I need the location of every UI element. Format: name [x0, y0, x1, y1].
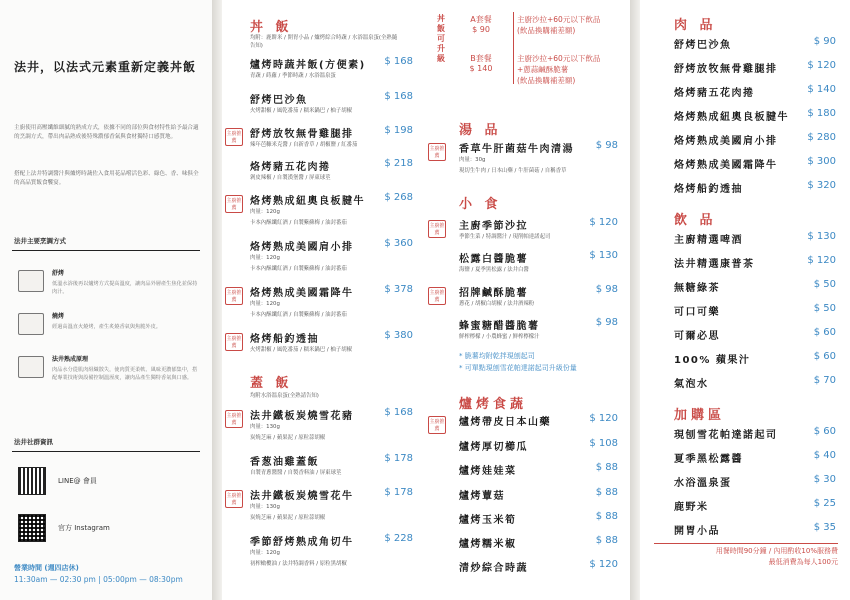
- item-price: $ 120: [589, 559, 618, 570]
- meat-section-title: 肉 品: [674, 18, 717, 33]
- menu-item: [425, 535, 630, 557]
- snack-note: * 可單點現刨雪花帕達諾起司升級份量: [459, 364, 577, 372]
- item-name: 開胃小品: [674, 526, 720, 537]
- menu-item: [674, 132, 836, 152]
- menu-item: [674, 375, 836, 395]
- item-price: $ 140: [807, 84, 836, 95]
- item-name: 舒烤巴沙魚: [674, 40, 732, 51]
- item-name: 烙烤船釣透抽: [250, 334, 319, 345]
- set-desc-line: (飲品換購補差額): [517, 26, 576, 35]
- right-panel: [640, 0, 850, 600]
- divider: [12, 250, 200, 251]
- menu-item: [425, 487, 630, 509]
- menu-item: [674, 279, 836, 299]
- item-price: $ 88: [595, 462, 618, 473]
- menu-item: [674, 426, 836, 446]
- item-desc: 青蔬 / 蒔蘿 / 季節時蔬 / 水浴溫泉蛋: [250, 73, 336, 79]
- menu-item: [222, 91, 425, 127]
- drink-section-title: 飲 品: [674, 213, 717, 228]
- set-desc-line: 主廚沙拉+60元以下飲品: [517, 15, 601, 24]
- item-price: $ 300: [807, 156, 836, 167]
- snack-section-title: 小 食: [459, 197, 502, 212]
- item-price: $ 178: [384, 453, 413, 464]
- menu-item: [425, 217, 630, 253]
- item-desc: 卡本內酥纖紅酒 / 自製紫蘇梅 / 油封番茄: [250, 266, 347, 272]
- item-name: 主廚季節沙拉: [459, 221, 528, 232]
- item-price: $ 50: [813, 279, 836, 290]
- item-price: $ 50: [813, 303, 836, 314]
- item-price: $ 180: [807, 108, 836, 119]
- item-price: $ 360: [384, 238, 413, 249]
- chef-recommend-badge: 主廚推薦: [428, 220, 446, 238]
- item-price: $ 98: [595, 317, 618, 328]
- menu-item: [674, 351, 836, 371]
- menu-item: [425, 511, 630, 533]
- item-name: 烙烤熟成美國霜降牛: [674, 160, 778, 171]
- item-price: $ 30: [813, 474, 836, 485]
- item-name: 烙烤豬五花肉捲: [674, 88, 755, 99]
- menu-item: [674, 231, 836, 251]
- item-price: $ 88: [595, 487, 618, 498]
- chef-recommend-badge: 主廚推薦: [428, 287, 446, 305]
- item-price: $ 60: [813, 351, 836, 362]
- item-name: 清炒綜合時蔬: [459, 563, 528, 574]
- item-name: 爐烤玉米筍: [459, 515, 517, 526]
- menu-item: [222, 125, 425, 161]
- cook-method-title: 舒烤: [52, 270, 65, 277]
- item-price: $ 168: [384, 407, 413, 418]
- item-price: $ 88: [595, 511, 618, 522]
- addon-section-title: 加購區: [674, 408, 726, 423]
- item-desc: 肉量：120g: [250, 550, 280, 556]
- item-name: 舒烤放牧無骨雞腿排: [674, 64, 778, 75]
- item-name: 鹿野米: [674, 502, 709, 513]
- line-qr-code[interactable]: [18, 467, 46, 495]
- item-desc: 肉量：120g: [250, 301, 280, 307]
- set-name: B套餐: [470, 54, 492, 63]
- cook-method-title: 燒烤: [52, 313, 65, 320]
- item-name: 法井鐵板炭燒雪花牛: [250, 491, 354, 502]
- menu-item: [674, 450, 836, 470]
- divider: [513, 12, 514, 84]
- item-price: $ 268: [384, 192, 413, 203]
- menu-item: [674, 327, 836, 347]
- divider: [12, 451, 200, 452]
- item-name: 氣泡水: [674, 379, 709, 390]
- instagram-qr-code[interactable]: [18, 514, 46, 542]
- set-desc-line: 主廚沙拉+60元以下飲品: [517, 54, 601, 63]
- item-name: 季節舒烤熟成角切牛: [250, 537, 354, 548]
- item-name: 爐烤時蔬丼飯(方便素): [250, 60, 366, 71]
- item-desc: 鮮榨檸檬 / 小農蜂蜜 / 鮮榨檸檬汁: [459, 334, 540, 340]
- chef-recommend-badge: 主廚推薦: [225, 333, 243, 351]
- sous-vide-icon: [18, 270, 44, 292]
- item-name: 烙烤熟成紐奧良板腱牛: [674, 112, 789, 123]
- item-price: $ 70: [813, 375, 836, 386]
- dining-policy-note: [654, 543, 838, 568]
- policy-line: 用餐時間90分鐘 / 內用酌收10%服務費: [715, 547, 838, 555]
- item-name: 100% 蘋果汁: [674, 355, 751, 366]
- item-price: $ 90: [813, 36, 836, 47]
- menu-item: [674, 36, 836, 56]
- item-price: $ 320: [807, 180, 836, 191]
- item-desc: 海鹽 / 夏季黑松露 / 法井白醬: [459, 267, 529, 273]
- item-desc: 火烤甜椒 / 風乾番茄 / 糯米鍋巴 / 柚子胡椒: [250, 347, 352, 353]
- set-upgrade-label: 丼飯可升級: [437, 14, 445, 63]
- item-price: $ 40: [813, 450, 836, 461]
- item-price: $ 35: [813, 522, 836, 533]
- menu-item: [222, 238, 425, 280]
- item-name: 法井精選康普茶: [674, 259, 755, 270]
- don-section-title: 丼 飯: [250, 20, 293, 35]
- chef-recommend-badge: 主廚推薦: [225, 410, 243, 428]
- set-price: $ 140: [469, 64, 493, 73]
- item-name: 烙烤船釣透抽: [674, 184, 743, 195]
- item-desc: 肉量：130g: [250, 424, 280, 430]
- item-desc: 自製青蔥醬醬 / 自製香料油 / 屏東球莖: [250, 470, 342, 476]
- item-name: 爐烤娃娃菜: [459, 466, 517, 477]
- item-desc: 卡本內酥纖紅酒 / 自製紫蘇梅 / 油封番茄: [250, 312, 347, 318]
- set-desc: [517, 53, 600, 86]
- item-name: 舒烤巴沙魚: [250, 95, 308, 106]
- item-desc: 初榨橄欖油 / 法井特調香料 / 原粒黑胡椒: [250, 561, 347, 567]
- item-name: 爐烤糯米椒: [459, 539, 517, 550]
- item-name: 爐烤厚切櫛瓜: [459, 442, 528, 453]
- gai-section-subtitle: 均附水浴溫泉蛋(全熟請告知): [250, 393, 319, 399]
- set-desc-line: +蔥蒜鹹酥脆薯: [517, 65, 569, 74]
- set-desc: [517, 14, 600, 36]
- item-price: $ 98: [595, 284, 618, 295]
- don-section-subtitle: 均附：鹿餅米 / 開胃小品 / 爐烤綜合時蔬 / 水浴溫泉蛋(全熟隨告知): [250, 35, 398, 49]
- item-price: $ 88: [595, 535, 618, 546]
- item-name: 夏季黑松露醬: [674, 454, 743, 465]
- set-a: [454, 14, 508, 34]
- menu-item: [222, 192, 425, 234]
- item-name: 法井鐵板炭燒雪花豬: [250, 411, 354, 422]
- menu-item: [222, 487, 425, 529]
- soup-section-title: 湯 品: [459, 123, 502, 138]
- item-name: 香葱油雞蓋飯: [250, 457, 319, 468]
- set-desc-line: (飲品換購補差額): [517, 76, 576, 85]
- snack-note: * 脆薯均附乾拌現刨起司: [459, 352, 535, 360]
- item-desc: 辣年芭糠米克醬 / 自新香草 / 胡椒鹽 / 紅番茄: [250, 142, 358, 148]
- item-desc: 剝皮辣椒 / 自製漢堡醬 / 屏東球莖: [250, 175, 331, 181]
- item-price: $ 98: [595, 140, 618, 151]
- item-price: $ 178: [384, 487, 413, 498]
- cook-method-desc: 肉品水分從肌肉組織散失，使肉質更柔軟、風味更濃郁集中，搭配專業技術與設備控制溫溼度，讓肉品產生獨特香氣與口感。: [52, 367, 198, 381]
- menu-item: [674, 180, 836, 200]
- item-price: $ 130: [807, 231, 836, 242]
- item-name: 烙烤熟成美國肩小排: [674, 136, 778, 147]
- item-desc: 現切生牛肉 / 日本山藥 / 牛肝菌菇 / 自稱香草: [459, 168, 567, 174]
- menu-item: [674, 108, 836, 128]
- item-name: 烙烤熟成美國霜降牛: [250, 288, 354, 299]
- menu-item: [222, 453, 425, 489]
- item-name: 松露白醬脆薯: [459, 254, 528, 265]
- item-price: $ 120: [807, 60, 836, 71]
- menu-item: [674, 303, 836, 323]
- menu-item: [425, 284, 630, 320]
- grill-icon: [18, 313, 44, 335]
- item-price: $ 280: [807, 132, 836, 143]
- chef-recommend-badge: 主廚推薦: [225, 490, 243, 508]
- item-name: 招牌鹹酥脆薯: [459, 288, 528, 299]
- menu-item: [674, 156, 836, 176]
- menu-item: [674, 84, 836, 104]
- brand-title: 法井，以法式元素重新定義丼飯: [14, 60, 197, 74]
- middle-panel: [222, 0, 425, 600]
- item-name: 爐烤蕈菇: [459, 491, 505, 502]
- menu-item: [222, 284, 425, 326]
- menu-item: [674, 255, 836, 275]
- item-desc: 肉量：120g: [250, 209, 280, 215]
- menu-item: [222, 533, 425, 575]
- menu-item: [425, 140, 630, 182]
- set-name: A套餐: [470, 15, 492, 24]
- item-price: $ 108: [589, 438, 618, 449]
- item-price: $ 378: [384, 284, 413, 295]
- menu-item: [222, 330, 425, 366]
- menu-item: [425, 559, 630, 581]
- item-price: $ 60: [813, 327, 836, 338]
- item-name: 主廚精選啤酒: [674, 235, 743, 246]
- item-desc: 肉量：120g: [250, 255, 280, 261]
- menu-item: [425, 250, 630, 286]
- item-desc: 蔥花 / 胡椒白胡椒 / 法井酒辣粉: [459, 301, 535, 307]
- item-name: 舒烤放牧無骨雞腿排: [250, 129, 354, 140]
- item-desc: 火烤甜椒 / 風乾番茄 / 糯米鍋巴 / 柚子胡椒: [250, 108, 352, 114]
- item-name: 水浴溫泉蛋: [674, 478, 732, 489]
- item-price: $ 228: [384, 533, 413, 544]
- menu-item: [674, 474, 836, 494]
- item-name: 爐烤帶皮日本山藥: [459, 417, 551, 428]
- item-price: $ 130: [589, 250, 618, 261]
- menu-item: [674, 522, 836, 542]
- menu-item: [222, 158, 425, 194]
- intro-paragraph: 主廚使用高壓纖維細膩的熟成方式，依據不同的部位與食材特性給予最合適的烹調方式，帶出肉品熟成後特殊濃郁香氣與食材獨特口感質地。: [14, 125, 199, 140]
- item-price: $ 120: [589, 217, 618, 228]
- menu-item: [425, 462, 630, 484]
- item-price: $ 380: [384, 330, 413, 341]
- chef-recommend-badge: 主廚推薦: [428, 143, 446, 161]
- cook-method-desc: 低溫水浴後再以爐烤方式提高溫度，讓肉品外層產生焦化並保持肉汁。: [52, 281, 198, 295]
- policy-line: 最低消費為每人100元: [768, 558, 838, 566]
- chef-recommend-badge: 主廚推薦: [225, 287, 243, 305]
- item-desc: 季節生菜 / 特調醬汁 / 現削帕達諾起司: [459, 234, 551, 240]
- menu-item: [674, 60, 836, 80]
- item-price: $ 168: [384, 56, 413, 67]
- item-name: 蜂蜜糖醋醬脆薯: [459, 321, 540, 332]
- item-desc: 肉量：30g: [459, 157, 486, 163]
- menu-item: [222, 56, 425, 92]
- fold-shadow: [630, 0, 640, 600]
- chef-recommend-badge: 主廚推薦: [225, 195, 243, 213]
- hours-value: 11:30am — 02:30 pm | 05:00pm — 08:30pm: [14, 575, 183, 584]
- cook-methods-heading: 法井主要烹調方式: [14, 237, 66, 245]
- menu-item: [425, 317, 630, 353]
- item-name: 烙烤豬五花肉捲: [250, 162, 331, 173]
- item-price: $ 120: [589, 413, 618, 424]
- social-heading: 法井社群資訊: [14, 438, 53, 446]
- item-price: $ 25: [813, 498, 836, 509]
- item-desc: 肉量：130g: [250, 504, 280, 510]
- menu-item: [425, 413, 630, 435]
- item-price: $ 60: [813, 426, 836, 437]
- intro-paragraph-2: 搭配上法井特調醬汁與爐烤時蔬佐入食用花品嚐活色彩、綠色、香、味俱全的高品質飯食饗宴。: [14, 171, 199, 186]
- item-desc: 卡本內酥纖紅酒 / 自製紫蘇梅 / 油封番茄: [250, 220, 347, 226]
- cook-method-title: 法井熟成原理: [52, 356, 89, 363]
- item-name: 烙烤熟成紐奧良板腱牛: [250, 196, 365, 207]
- veg-section-title: 爐烤食蔬: [459, 397, 528, 412]
- hours-label: 營業時間 (週四店休): [14, 564, 79, 572]
- item-price: $ 198: [384, 125, 413, 136]
- item-price: $ 120: [807, 255, 836, 266]
- set-b: [454, 53, 508, 73]
- item-price: $ 218: [384, 158, 413, 169]
- item-name: 現刨雪花帕達諾起司: [674, 430, 778, 441]
- item-name: 烙烤熟成美國肩小排: [250, 242, 354, 253]
- set-price: $ 90: [472, 25, 490, 34]
- item-name: 可口可樂: [674, 307, 720, 318]
- menu-item: [674, 498, 836, 518]
- menu-item: [222, 407, 425, 449]
- item-price: $ 168: [384, 91, 413, 102]
- chef-recommend-badge: 主廚推薦: [225, 128, 243, 146]
- menu-item: [425, 438, 630, 460]
- item-name: 無糖綠茶: [674, 283, 720, 294]
- middle-panel-2: [425, 0, 630, 600]
- line-label: LINE@ 會員: [58, 477, 97, 485]
- item-name: 可爾必思: [674, 331, 720, 342]
- aging-icon: [18, 356, 44, 378]
- item-name: 香草牛肝菌菇牛肉清湯: [459, 144, 574, 155]
- chef-recommend-badge: 主廚推薦: [428, 416, 446, 434]
- gai-section-title: 蓋 飯: [250, 376, 293, 391]
- cook-method-desc: 經過高溫直火燒烤，產生炙燒香氣與焦脆外皮。: [52, 324, 161, 330]
- instagram-label: 官方 Instagram: [58, 524, 110, 532]
- left-panel: [0, 0, 212, 600]
- fold-shadow: [212, 0, 222, 600]
- item-desc: 炭燒芝麻 / 蘋果泥 / 原粒蒜胡椒: [250, 515, 326, 521]
- item-desc: 炭燒芝麻 / 蘋果泥 / 原粒蒜胡椒: [250, 435, 326, 441]
